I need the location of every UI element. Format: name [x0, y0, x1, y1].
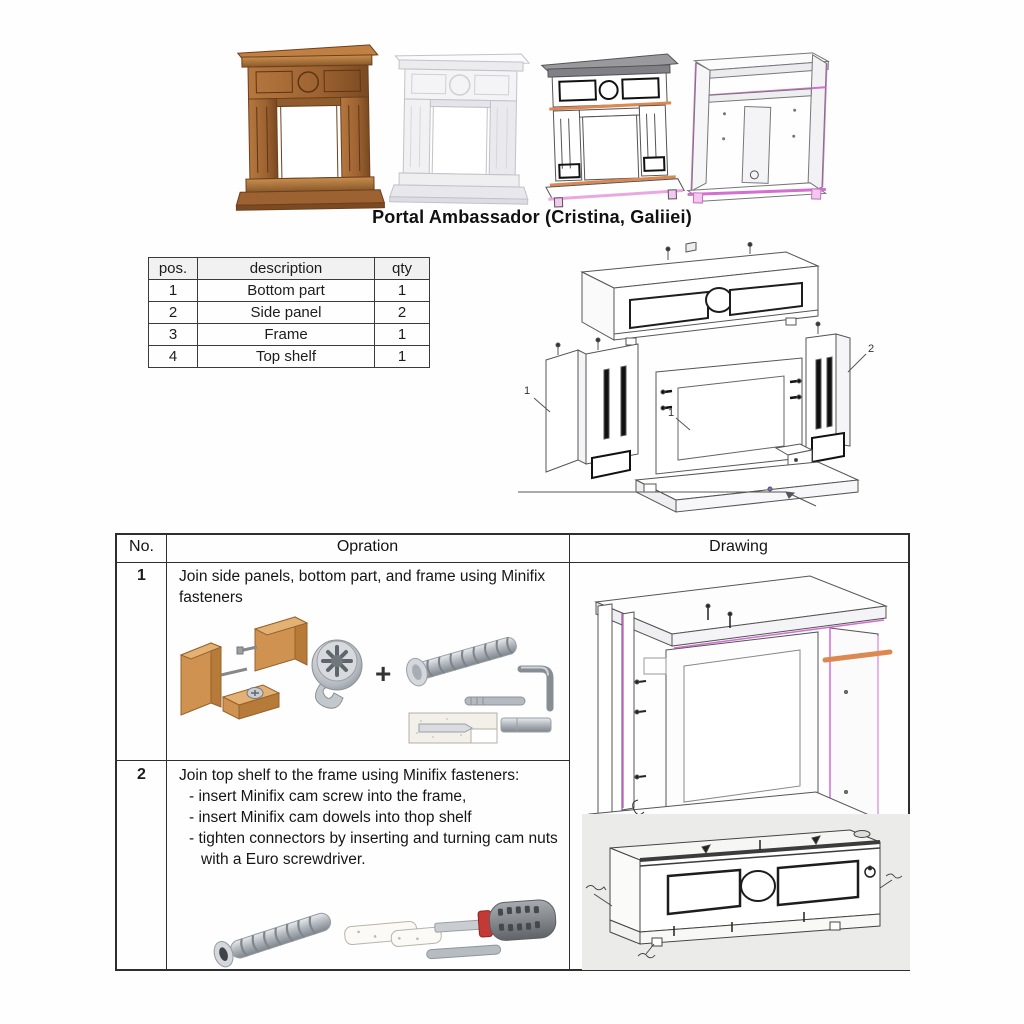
- part-pos: 3: [149, 324, 198, 346]
- operation-2-line-4: - tighten connectors by inserting and turning cam nuts with a Euro screwdriver.: [189, 830, 558, 868]
- part-description: Top shelf: [198, 346, 375, 368]
- page-title: Portal Ambassador (Cristina, Galiiei): [372, 207, 692, 227]
- ops-header-drawing: Drawing: [709, 538, 768, 555]
- white-mantel-photo: [388, 47, 532, 207]
- operation-2-line-1: Join top shelf to the frame using Minifix fasteners:: [179, 767, 520, 784]
- part-description: Frame: [198, 324, 375, 346]
- mantel-line-drawing-back: [686, 45, 832, 211]
- part-pos: 1: [149, 280, 198, 302]
- ops-header-no: No.: [129, 538, 154, 555]
- table-row: [149, 280, 430, 302]
- plus-sign: +: [375, 658, 392, 689]
- dowel-screw-icon: [211, 907, 334, 969]
- operation-1-number: 1: [137, 567, 146, 584]
- table-row: [149, 346, 430, 368]
- ops-col-divider-1: [166, 535, 167, 969]
- minifix-fasteners-illustration: [171, 611, 565, 757]
- wooden-mantel-photo: [233, 40, 385, 212]
- mantel-line-drawing-front: [536, 49, 686, 209]
- exploded-label-side-panel-right: 2: [868, 343, 875, 355]
- parts-header-description: description: [198, 258, 375, 280]
- part-qty: 1: [375, 346, 430, 368]
- minifix-joint-wood-blocks: [181, 617, 307, 719]
- operation-2-line-3: - insert Minifix cam dowels into thop shelf: [189, 809, 472, 826]
- parts-header-qty: qty: [375, 258, 430, 280]
- part-qty: 2: [375, 302, 430, 324]
- dowel-in-panel-section: [409, 713, 551, 743]
- operation-2-text: [179, 765, 565, 870]
- part-qty: 1: [375, 280, 430, 302]
- part-pos: 2: [149, 302, 198, 324]
- exploded-label-frame: 1: [668, 407, 675, 419]
- ops-header-operation: Opration: [336, 538, 399, 555]
- top-shelf-drawing: [582, 814, 910, 970]
- minifix-dowel-screw-icon: [403, 630, 519, 688]
- minifix-cam-lock-icon: [312, 640, 362, 708]
- parts-header-pos: pos.: [149, 258, 198, 280]
- operations-table: [115, 533, 910, 971]
- part-qty: 1: [375, 324, 430, 346]
- table-row: [149, 302, 430, 324]
- parts-table: [148, 257, 430, 368]
- parts-table-header-row: [149, 258, 430, 280]
- euro-screwdriver-icon: [424, 899, 558, 959]
- operation-2-number: 2: [137, 766, 146, 783]
- operation-1-text: Join side panels, bottom part, and frame using Minifix fasteners: [179, 568, 546, 606]
- exploded-assembly-drawing: [518, 242, 920, 514]
- ops-row-divider: [117, 760, 570, 761]
- dowel-sketch: [344, 919, 442, 951]
- cam-screw-pin-icon: [465, 697, 525, 705]
- operation-2-line-2: - insert Minifix cam screw into the frame,: [189, 788, 467, 805]
- exploded-label-side-panel-left: 1: [524, 385, 531, 397]
- part-description: Bottom part: [198, 280, 375, 302]
- part-pos: 4: [149, 346, 198, 368]
- part-description: Side panel: [198, 302, 375, 324]
- table-row: [149, 324, 430, 346]
- tools-illustration: [177, 897, 563, 969]
- ops-col-divider-2: [569, 535, 570, 969]
